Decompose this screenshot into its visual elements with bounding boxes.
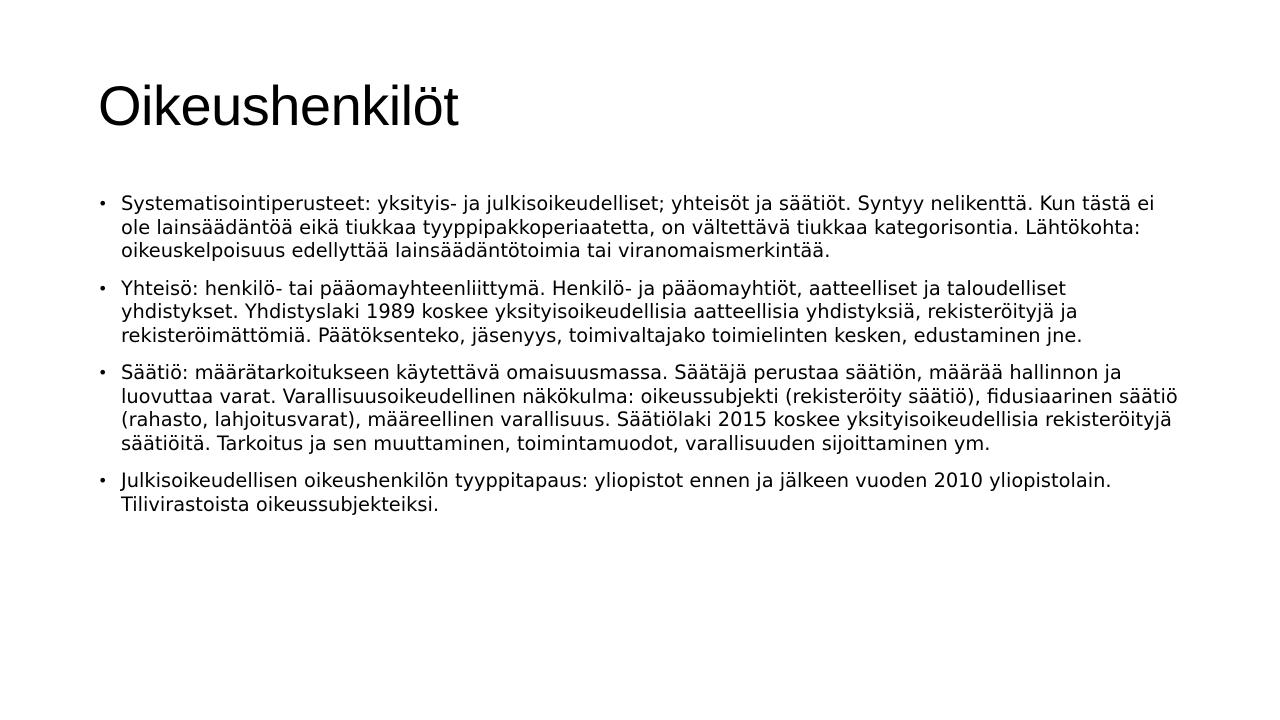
bullet-text: Säätiö: määrätarkoitukseen käytettävä omaisuusmassa. Säätäjä perustaa säätiön, määrää hallinnon ja luovuttaa varat. Varallisuusoikeudellinen näkökulma: oikeussubjekti (rekisteröity säätiö), fidusiaarinen säätiö (rahasto, lahjoitusvarat), määreellinen varallisuus. Säätiölaki 2015 koskee yksityisoikeudellisia rekisteröityjä säätiöitä. Tarkoitus ja sen muuttaminen, toimintamuodot, varallisuuden sijoittaminen ym. <box>121 361 1178 455</box>
bullet-item-yhteiso <box>98 277 1182 348</box>
bullet-dot-icon: • <box>98 363 108 382</box>
bullet-dot-icon: • <box>98 278 108 298</box>
bullet-dot-icon: • <box>98 471 108 490</box>
bullet-item-saatio <box>98 361 1182 455</box>
bullet-dot-icon: • <box>98 194 108 213</box>
bullet-text: Yhteisö: henkilö- tai pääomayhteenliittymä. Henkilö- ja pääomayhtiöt, aatteelliset ja taloudelliset yhdistykset. Yhdistyslaki 1989 koskee yksityisoikeudellisia aatteellisia yhdistyksiä, rekisteröityjä ja rekisteröimättömiä. Päätöksenteko, jäsenyys, toimivaltajako toimielinten kesken, edustaminen jne. <box>121 276 1083 347</box>
bullet-item-julkisoikeudellinen <box>98 469 1182 516</box>
bullet-list <box>98 192 1182 530</box>
slide-title: Oikeushenkilöt <box>98 74 459 137</box>
bullet-text: Julkisoikeudellisen oikeushenkilön tyyppitapaus: yliopistot ennen ja jälkeen vuoden 2010 yliopistolain. Tilivirastoista oikeussubjekteiksi. <box>121 469 1112 516</box>
bullet-text: Systematisointiperusteet: yksityis- ja julkisoikeudelliset; yhteisöt ja säätiöt. Syntyy nelikenttä. Kun tästä ei ole lainsäädäntöä eikä tiukkaa tyyppipakkoperiaatetta, on vältettävä tiukkaa kategorisontia. Lähtökohta: oikeuskelpoisuus edellyttää lainsäädäntötoimia tai viranomaismerkintää. <box>121 192 1155 262</box>
bullet-item-systematisointi <box>98 192 1182 263</box>
